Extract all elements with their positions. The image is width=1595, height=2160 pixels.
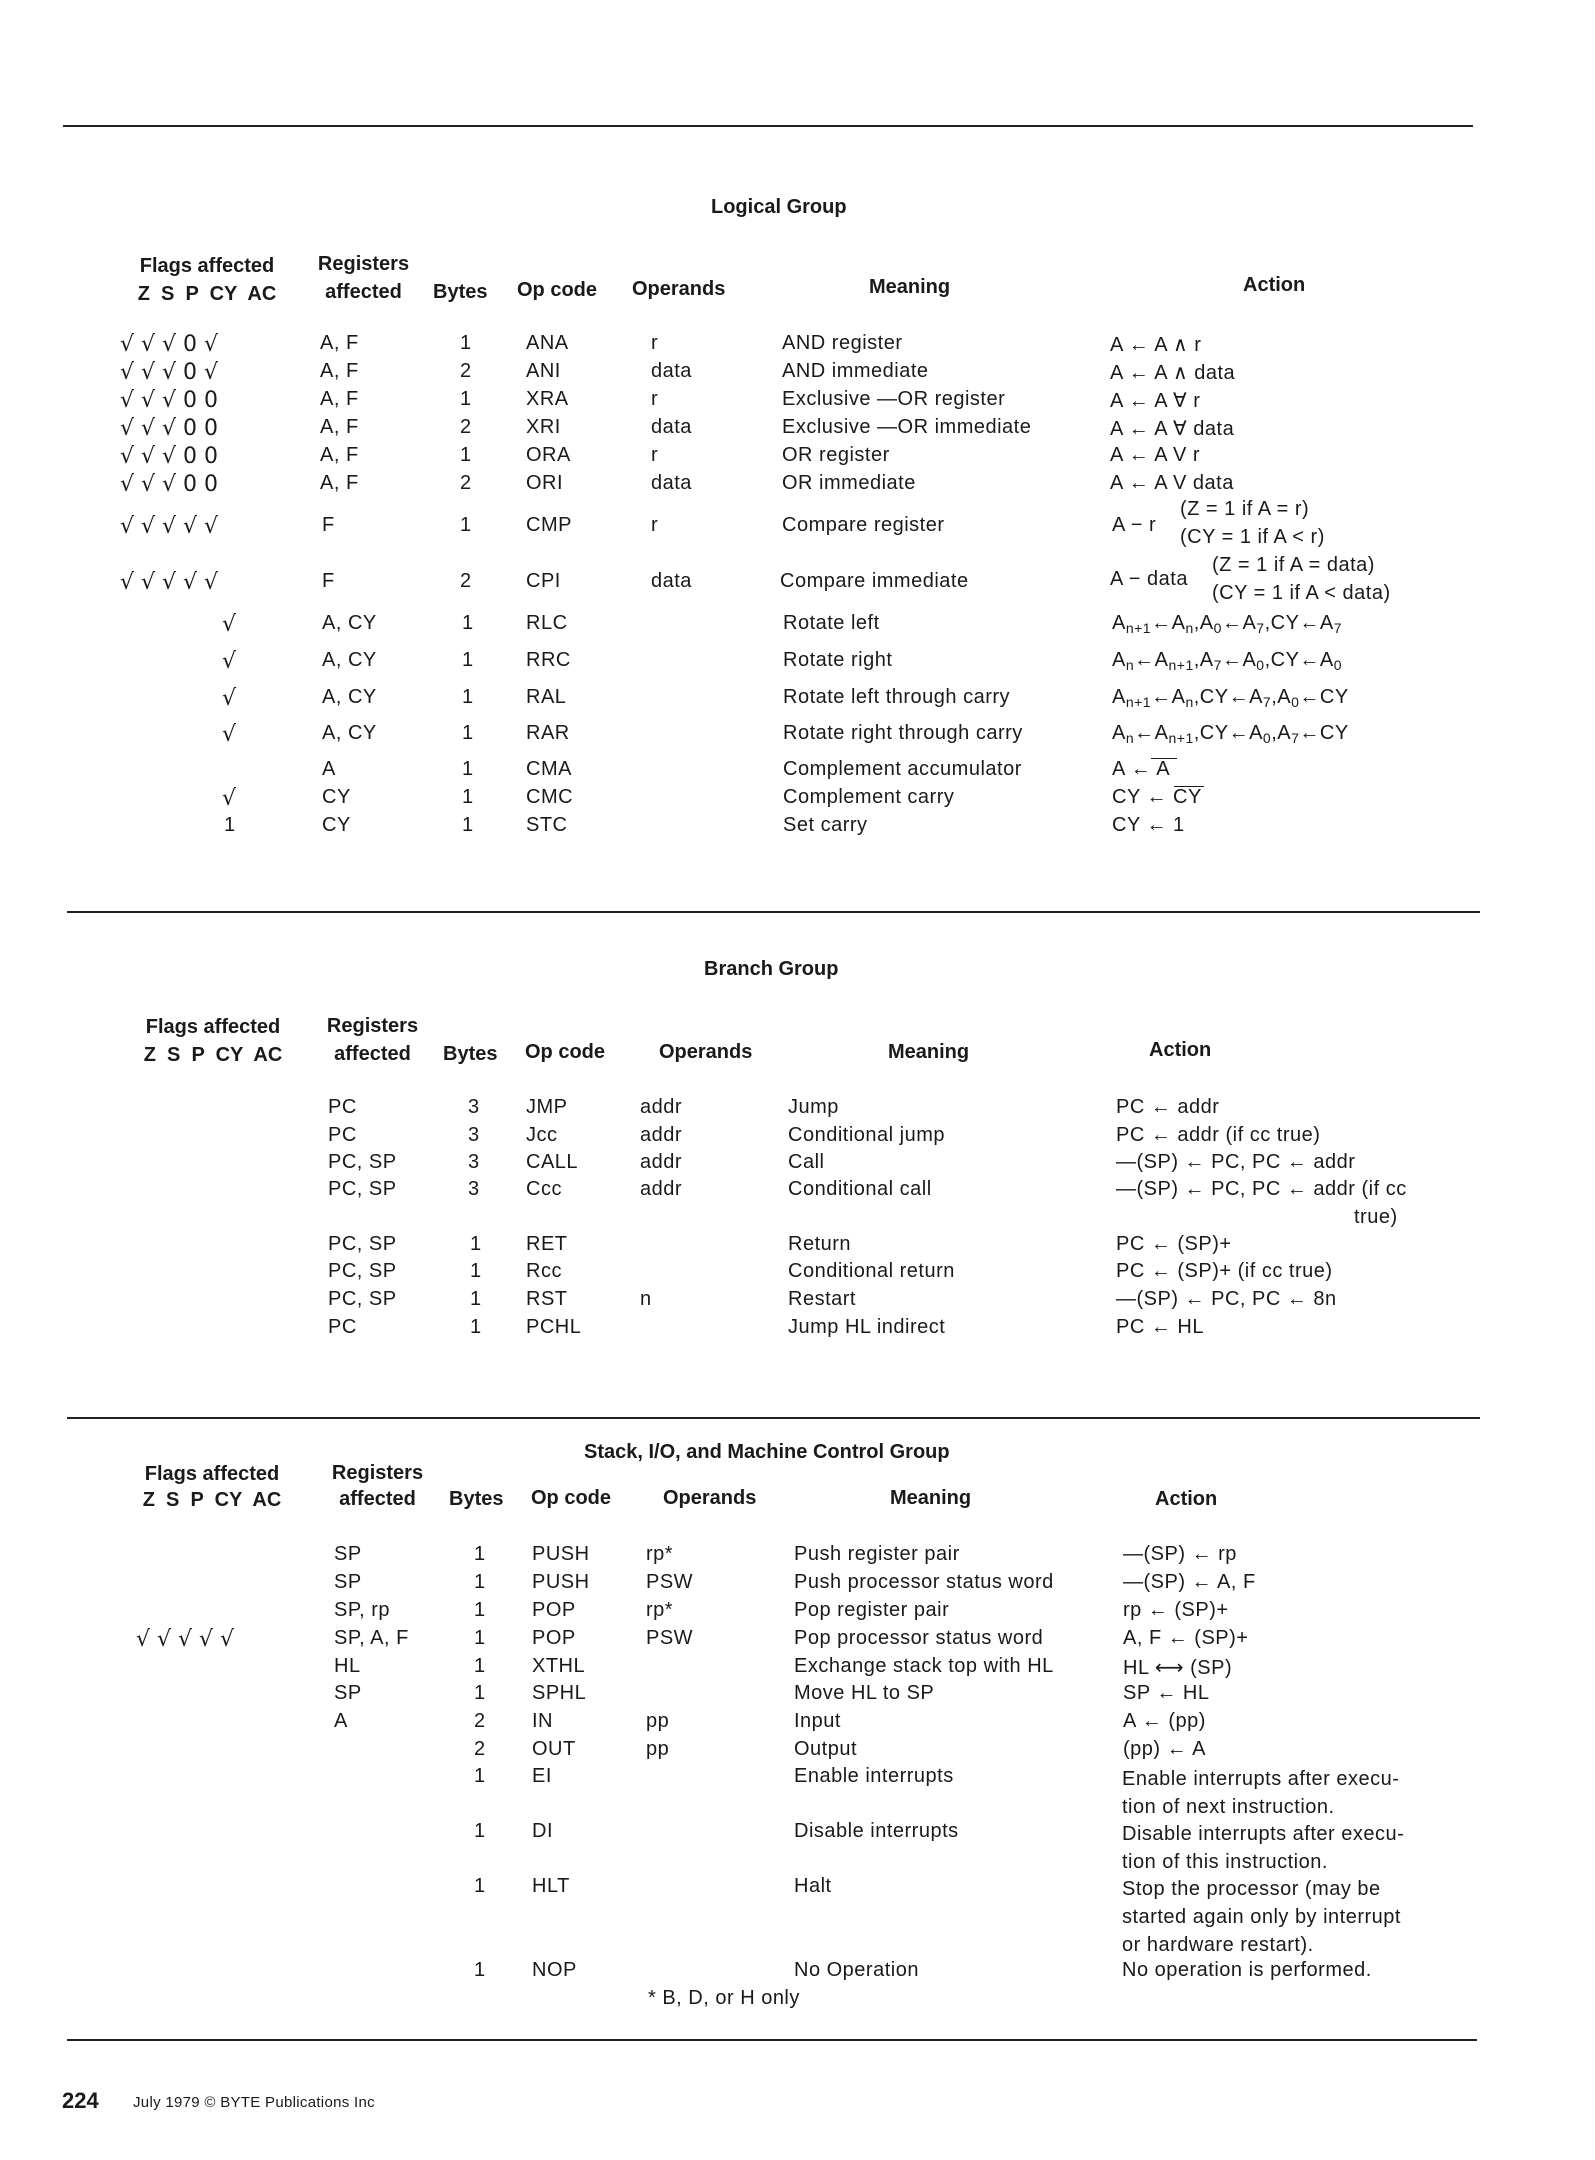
operand-cell: pp xyxy=(646,1710,670,1732)
action-cell: $A_n\leftarrow A_{n+1},CY\leftarrow A_0,A_7\leftarrow CY$ xyxy=(1112,722,1349,746)
meaning-cell: Pop processor status word xyxy=(794,1627,1044,1649)
meaning-cell: Compare immediate xyxy=(780,570,969,592)
operand-cell: data xyxy=(651,416,692,438)
action-cell: A, F ← (SP)+ xyxy=(1123,1627,1249,1649)
registers-cell: CY xyxy=(322,814,351,836)
flags-cell: √ √ √ √ √ xyxy=(136,1627,235,1652)
registers-cell: PC xyxy=(328,1316,357,1338)
logical-flags-header xyxy=(122,254,292,306)
registers-cell: PC, SP xyxy=(328,1260,397,1282)
meaning-cell: Conditional jump xyxy=(788,1124,945,1146)
action-cell: —(SP) ← PC, PC ← addr (if cc xyxy=(1116,1178,1407,1200)
logical-group-title: Logical Group xyxy=(711,196,847,218)
action-cell: A − r xyxy=(1112,514,1157,536)
flags-cell: √ xyxy=(222,786,237,811)
action-cell: A ← A V r xyxy=(1110,444,1201,466)
registers-cell: PC xyxy=(328,1124,357,1146)
bytes-cell: 1 xyxy=(474,1571,486,1593)
registers-cell: PC xyxy=(328,1096,357,1118)
meaning-cell: Rotate left through carry xyxy=(783,686,1011,708)
action-cell-continued: true) xyxy=(1354,1206,1398,1228)
action-cell: —(SP) ← A, F xyxy=(1123,1571,1256,1593)
registers-cell: SP, A, F xyxy=(334,1627,409,1649)
meaning-cell: Complement accumulator xyxy=(783,758,1022,780)
meaning-cell: Return xyxy=(788,1233,852,1255)
action-cell xyxy=(1122,1875,1401,1959)
top-rule xyxy=(63,125,1473,127)
opcode-cell: ORI xyxy=(526,472,564,494)
opcode-cell: SPHL xyxy=(532,1682,587,1704)
action-cell xyxy=(1122,1765,1399,1821)
stack-action-header: Action xyxy=(1155,1488,1218,1510)
operand-cell: pp xyxy=(646,1738,670,1760)
operand-cell: PSW xyxy=(646,1571,694,1593)
bytes-cell: 2 xyxy=(460,360,472,382)
operand-cell: addr xyxy=(640,1096,683,1118)
opcode-cell: XTHL xyxy=(532,1655,586,1677)
action-line-2: tion of this instruction. xyxy=(1122,1851,1328,1873)
opcode-cell: PCHL xyxy=(526,1316,582,1338)
operand-cell: addr xyxy=(640,1151,683,1173)
flags-cell: √ √ √ √ √ xyxy=(120,570,219,595)
action-cell: $A_{n+1}\leftarrow A_n,A_0\leftarrow A_7,CY\leftarrow A_7$ xyxy=(1112,612,1343,636)
opcode-cell: RAL xyxy=(526,686,567,708)
action-line-1: Enable interrupts after execu- xyxy=(1122,1768,1400,1790)
opcode-cell: CPI xyxy=(526,570,561,592)
action-cell: $A_{n+1}\leftarrow A_n,CY\leftarrow A_7,A_0\leftarrow CY$ xyxy=(1112,686,1349,710)
cmc-overbar xyxy=(1174,786,1204,787)
registers-label: Registers xyxy=(331,1462,424,1484)
action-cell: A ← A ∧ r xyxy=(1110,334,1202,356)
flags-cell: √ √ √ 0 √ xyxy=(120,360,219,385)
meaning-cell: Compare register xyxy=(782,514,945,536)
footer-credit: July 1979 © BYTE Publications Inc xyxy=(133,2094,375,2111)
opcode-cell: CALL xyxy=(526,1151,579,1173)
affected-label: affected xyxy=(339,1488,416,1510)
meaning-cell: AND immediate xyxy=(782,360,929,382)
meaning-cell: Rotate right through carry xyxy=(783,722,1023,744)
opcode-cell: RRC xyxy=(526,649,571,671)
action-cell: PC ← (SP)+ xyxy=(1116,1233,1232,1255)
meaning-cell: Exclusive —OR register xyxy=(782,388,1006,410)
registers-cell: SP, rp xyxy=(334,1599,390,1621)
branch-group-title: Branch Group xyxy=(704,958,839,980)
branch-bytes-header: Bytes xyxy=(443,1043,498,1065)
meaning-cell: Call xyxy=(788,1151,825,1173)
action-condition-cy: (CY = 1 if A < r) xyxy=(1180,526,1325,548)
opcode-cell: CMP xyxy=(526,514,572,536)
bytes-cell: 2 xyxy=(460,570,472,592)
bytes-cell: 1 xyxy=(474,1959,486,1981)
flags-cell: √ xyxy=(222,612,237,637)
bytes-cell: 1 xyxy=(474,1875,486,1897)
operand-cell: data xyxy=(651,360,692,382)
bytes-cell: 3 xyxy=(468,1151,480,1173)
registers-cell: F xyxy=(322,514,335,536)
meaning-cell: Push processor status word xyxy=(794,1571,1054,1593)
flags-affected-label: Flags affected xyxy=(139,255,275,277)
meaning-cell: Rotate right xyxy=(783,649,893,671)
opcode-cell: NOP xyxy=(532,1959,577,1981)
action-cell: No operation is performed. xyxy=(1122,1959,1372,1981)
registers-cell: A, F xyxy=(320,472,359,494)
flags-cell: √ √ √ √ √ xyxy=(120,514,219,539)
opcode-cell: RST xyxy=(526,1288,568,1310)
action-cell: A ← A V data xyxy=(1110,472,1234,494)
bytes-cell: 1 xyxy=(470,1233,482,1255)
opcode-cell: DI xyxy=(532,1820,553,1842)
bytes-cell: 1 xyxy=(460,332,472,354)
flag-letters-label: Z S P CY AC xyxy=(137,283,277,305)
bytes-cell: 1 xyxy=(462,649,474,671)
registers-cell: HL xyxy=(334,1655,361,1677)
registers-cell: A, CY xyxy=(322,649,377,671)
bytes-cell: 1 xyxy=(462,758,474,780)
action-cell: PC ← (SP)+ (if cc true) xyxy=(1116,1260,1333,1282)
action-cell: HL ⟷ (SP) xyxy=(1123,1657,1233,1679)
bytes-cell: 1 xyxy=(462,814,474,836)
action-condition-z: (Z = 1 if A = data) xyxy=(1212,554,1375,576)
registers-cell: A, F xyxy=(320,388,359,410)
action-line-1: Stop the processor (may be xyxy=(1122,1878,1381,1900)
bytes-cell: 1 xyxy=(462,722,474,744)
registers-cell: A, F xyxy=(320,360,359,382)
bytes-cell: 2 xyxy=(460,416,472,438)
stack-group-title: Stack, I/O, and Machine Control Group xyxy=(584,1441,950,1463)
stack-registers-header xyxy=(330,1461,425,1511)
registers-label: Registers xyxy=(326,1015,419,1037)
action-cell: A ← (pp) xyxy=(1123,1710,1206,1732)
affected-label: affected xyxy=(334,1043,411,1065)
opcode-cell: ORA xyxy=(526,444,571,466)
bytes-cell: 1 xyxy=(470,1316,482,1338)
branch-action-header: Action xyxy=(1149,1039,1212,1061)
opcode-cell: STC xyxy=(526,814,568,836)
branch-operands-header: Operands xyxy=(659,1041,753,1063)
operand-cell: addr xyxy=(640,1178,683,1200)
meaning-cell: No Operation xyxy=(794,1959,919,1981)
meaning-cell: Conditional call xyxy=(788,1178,932,1200)
opcode-cell: POP xyxy=(532,1627,576,1649)
action-cell: CY ← CY xyxy=(1112,786,1202,808)
branch-registers-header xyxy=(325,1014,420,1066)
opcode-cell: CMC xyxy=(526,786,574,808)
bytes-cell: 1 xyxy=(474,1682,486,1704)
opcode-cell: RAR xyxy=(526,722,570,744)
registers-cell: PC, SP xyxy=(328,1233,397,1255)
action-cell: A ← A ∀ r xyxy=(1110,390,1201,412)
bytes-cell: 1 xyxy=(474,1765,486,1787)
action-cell: A ← A ∧ data xyxy=(1110,362,1236,384)
cma-overbar xyxy=(1151,758,1177,759)
bottom-rule xyxy=(67,2039,1477,2041)
bytes-cell: 1 xyxy=(474,1627,486,1649)
flag-letters-label: Z S P CY AC xyxy=(142,1489,282,1511)
operand-cell: r xyxy=(651,388,659,410)
action-cell: (pp) ← A xyxy=(1123,1738,1206,1760)
opcode-cell: CMA xyxy=(526,758,572,780)
meaning-cell: Complement carry xyxy=(783,786,955,808)
action-line-3: or hardware restart). xyxy=(1122,1934,1314,1956)
flags-cell: 1 xyxy=(224,814,236,836)
logical-branch-divider xyxy=(67,911,1480,913)
flags-cell: √ xyxy=(222,649,237,674)
action-cell: A ← A ∀ data xyxy=(1110,418,1235,440)
operand-cell: r xyxy=(651,514,659,536)
opcode-cell: XRA xyxy=(526,388,569,410)
meaning-cell: Conditional return xyxy=(788,1260,955,1282)
registers-label: Registers xyxy=(317,253,410,275)
logical-meaning-header: Meaning xyxy=(869,276,951,298)
flags-cell: √ √ √ 0 0 xyxy=(120,416,219,441)
meaning-cell: Jump xyxy=(788,1096,839,1118)
bytes-cell: 1 xyxy=(460,444,472,466)
opcode-cell: JMP xyxy=(526,1096,568,1118)
meaning-cell: Jump HL indirect xyxy=(788,1316,946,1338)
registers-cell: F xyxy=(322,570,335,592)
bytes-cell: 3 xyxy=(468,1096,480,1118)
branch-opcode-header: Op code xyxy=(525,1041,606,1063)
flags-cell: √ √ √ 0 0 xyxy=(120,444,219,469)
meaning-cell: Push register pair xyxy=(794,1543,960,1565)
registers-cell: PC, SP xyxy=(328,1151,397,1173)
bytes-cell: 1 xyxy=(470,1260,482,1282)
opcode-cell: EI xyxy=(532,1765,552,1787)
bytes-cell: 1 xyxy=(460,388,472,410)
opcode-cell: IN xyxy=(532,1710,553,1732)
action-condition-z: (Z = 1 if A = r) xyxy=(1180,498,1310,520)
action-cell: —(SP) ← PC, PC ← addr xyxy=(1116,1151,1356,1173)
registers-cell: A, F xyxy=(320,332,359,354)
meaning-cell: Move HL to SP xyxy=(794,1682,935,1704)
operand-cell: PSW xyxy=(646,1627,694,1649)
opcode-cell: RET xyxy=(526,1233,568,1255)
bytes-cell: 1 xyxy=(462,686,474,708)
meaning-cell: Set carry xyxy=(783,814,868,836)
affected-label: affected xyxy=(325,281,402,303)
registers-cell: A, CY xyxy=(322,612,377,634)
action-cell: $A_n\leftarrow A_{n+1},A_7\leftarrow A_0,CY\leftarrow A_0$ xyxy=(1112,649,1343,673)
opcode-cell: XRI xyxy=(526,416,561,438)
registers-cell: A, F xyxy=(320,444,359,466)
flags-cell: √ √ √ 0 0 xyxy=(120,472,219,497)
opcode-cell: ANI xyxy=(526,360,561,382)
meaning-cell: Enable interrupts xyxy=(794,1765,954,1787)
meaning-cell: Rotate left xyxy=(783,612,880,634)
flags-cell: √ xyxy=(222,722,237,747)
bytes-cell: 2 xyxy=(474,1710,486,1732)
meaning-cell: Restart xyxy=(788,1288,856,1310)
flags-cell: √ xyxy=(222,686,237,711)
flags-affected-label: Flags affected xyxy=(144,1463,280,1485)
opcode-cell: Jcc xyxy=(526,1124,558,1146)
action-cell: —(SP) ← rp xyxy=(1123,1543,1237,1565)
meaning-cell: Halt xyxy=(794,1875,832,1897)
flag-letters-label: Z S P CY AC xyxy=(143,1044,283,1066)
logical-operands-header: Operands xyxy=(632,278,726,300)
opcode-cell: PUSH xyxy=(532,1571,590,1593)
action-cell: —(SP) ← PC, PC ← 8n xyxy=(1116,1288,1337,1310)
registers-cell: PC, SP xyxy=(328,1178,397,1200)
stack-meaning-header: Meaning xyxy=(890,1487,972,1509)
bytes-cell: 1 xyxy=(462,612,474,634)
action-line-2: tion of next instruction. xyxy=(1122,1796,1335,1818)
meaning-cell: Output xyxy=(794,1738,858,1760)
flags-cell: √ √ √ 0 0 xyxy=(120,388,219,413)
operand-cell: data xyxy=(651,570,692,592)
logical-registers-header xyxy=(316,252,411,304)
bytes-cell: 1 xyxy=(462,786,474,808)
action-cell: PC ← addr xyxy=(1116,1096,1220,1118)
opcode-cell: POP xyxy=(532,1599,576,1621)
action-cell: CY ← 1 xyxy=(1112,814,1185,836)
registers-cell: SP xyxy=(334,1543,362,1565)
meaning-cell: Exchange stack top with HL xyxy=(794,1655,1054,1677)
registers-cell: A xyxy=(322,758,336,780)
registers-cell: PC, SP xyxy=(328,1288,397,1310)
branch-flags-header xyxy=(127,1015,299,1067)
opcode-cell: PUSH xyxy=(532,1543,590,1565)
logical-bytes-header: Bytes xyxy=(433,281,488,303)
stack-bytes-header: Bytes xyxy=(449,1488,504,1510)
opcode-cell: Ccc xyxy=(526,1178,562,1200)
action-cell: A ← A xyxy=(1112,758,1171,780)
operand-cell: rp* xyxy=(646,1543,674,1565)
operand-cell: r xyxy=(651,332,659,354)
flags-cell: √ √ √ 0 √ xyxy=(120,332,219,357)
action-cell: A − data xyxy=(1110,568,1188,590)
page-number: 224 xyxy=(62,2088,99,2113)
bytes-cell: 3 xyxy=(468,1178,480,1200)
registers-cell: A, CY xyxy=(322,722,377,744)
bytes-cell: 2 xyxy=(474,1738,486,1760)
meaning-cell: Pop register pair xyxy=(794,1599,950,1621)
action-cell: rp ← (SP)+ xyxy=(1123,1599,1229,1621)
meaning-cell: OR register xyxy=(782,444,890,466)
operand-cell: n xyxy=(640,1288,652,1310)
bytes-cell: 2 xyxy=(460,472,472,494)
bytes-cell: 3 xyxy=(468,1124,480,1146)
logical-action-header: Action xyxy=(1243,274,1306,296)
registers-cell: A, F xyxy=(320,416,359,438)
meaning-cell: Disable interrupts xyxy=(794,1820,959,1842)
action-line-1: Disable interrupts after execu- xyxy=(1122,1823,1405,1845)
registers-cell: CY xyxy=(322,786,351,808)
stack-operands-header: Operands xyxy=(663,1487,757,1509)
action-cell xyxy=(1122,1820,1404,1876)
operand-cell: r xyxy=(651,444,659,466)
branch-stack-divider xyxy=(67,1417,1480,1419)
bytes-cell: 1 xyxy=(460,514,472,536)
bytes-cell: 1 xyxy=(474,1820,486,1842)
meaning-cell: Exclusive —OR immediate xyxy=(782,416,1032,438)
meaning-cell: Input xyxy=(794,1710,841,1732)
action-cell: PC ← addr (if cc true) xyxy=(1116,1124,1321,1146)
bytes-cell: 1 xyxy=(470,1288,482,1310)
registers-cell: A, CY xyxy=(322,686,377,708)
branch-meaning-header: Meaning xyxy=(888,1041,970,1063)
opcode-cell: RLC xyxy=(526,612,568,634)
opcode-cell: Rcc xyxy=(526,1260,562,1282)
stack-flags-header xyxy=(122,1462,302,1512)
meaning-cell: AND register xyxy=(782,332,903,354)
operand-cell: data xyxy=(651,472,692,494)
bytes-cell: 1 xyxy=(474,1543,486,1565)
opcode-cell: HLT xyxy=(532,1875,570,1897)
opcode-cell: OUT xyxy=(532,1738,576,1760)
registers-cell: SP xyxy=(334,1682,362,1704)
footnote-text: * B, D, or H only xyxy=(648,1987,800,2009)
stack-opcode-header: Op code xyxy=(531,1487,612,1509)
operand-cell: rp* xyxy=(646,1599,674,1621)
logical-opcode-header: Op code xyxy=(517,279,598,301)
bytes-cell: 1 xyxy=(474,1655,486,1677)
opcode-cell: ANA xyxy=(526,332,569,354)
registers-cell: SP xyxy=(334,1571,362,1593)
meaning-cell: OR immediate xyxy=(782,472,916,494)
flags-affected-label: Flags affected xyxy=(145,1016,281,1038)
action-cell: SP ← HL xyxy=(1123,1682,1210,1704)
registers-cell: A xyxy=(334,1710,348,1732)
action-line-2: started again only by interrupt xyxy=(1122,1906,1401,1928)
bytes-cell: 1 xyxy=(474,1599,486,1621)
action-cell: PC ← HL xyxy=(1116,1316,1204,1338)
operand-cell: addr xyxy=(640,1124,683,1146)
action-condition-cy: (CY = 1 if A < data) xyxy=(1212,582,1391,604)
